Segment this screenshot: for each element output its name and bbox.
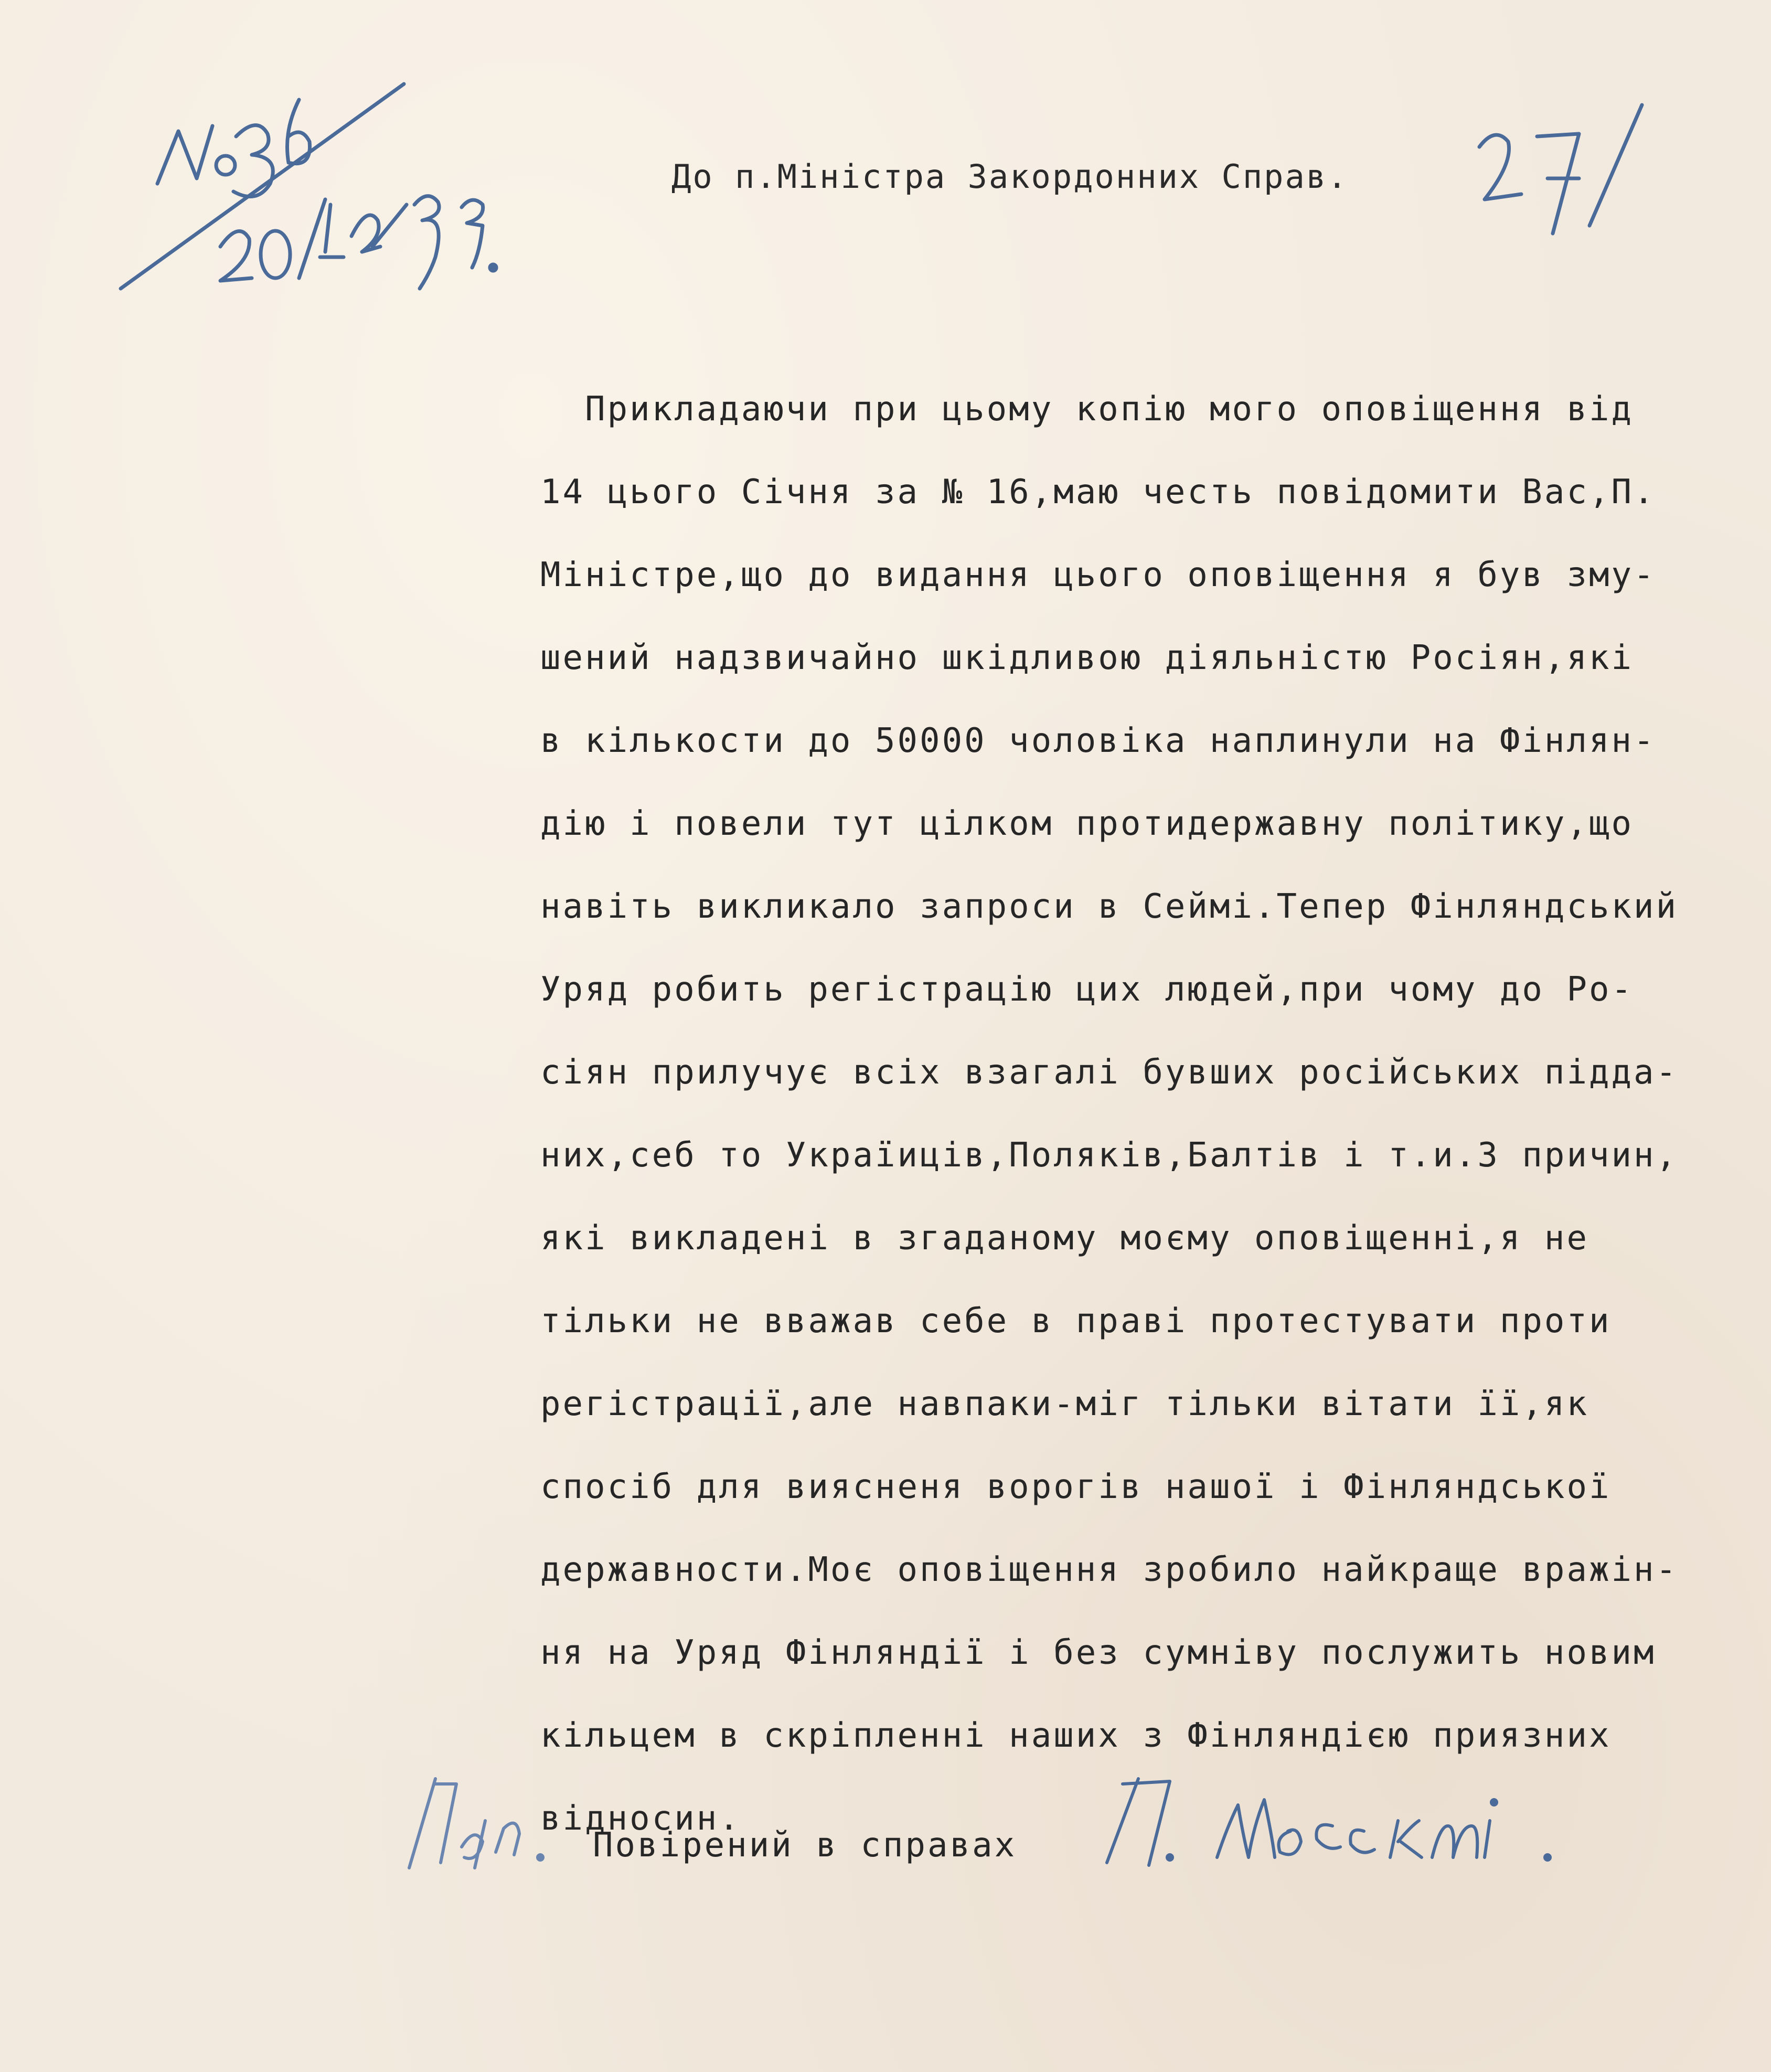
signature-handwritten [1091,1752,1563,1878]
body-line: тільки не вважав себе в праві протестувати проти [540,1302,1612,1341]
body-line: кільцем в скріпленні наших з Фінляндією приязних [540,1716,1612,1755]
closing-title: Повірений в справах [593,1826,1017,1865]
signature-note-handwritten [399,1763,556,1878]
letter-body [540,386,1747,1878]
body-line: спосіб для виясненя ворогів нашої і Фінляндської [540,1468,1612,1506]
body-line: шений надзвичайно шкідливою діяльністю Росіян,які [540,639,1634,677]
body-line: ня на Уряд Фінляндії і без сумніву послужить новим [540,1633,1656,1672]
body-line: навіть викликало запроси в Сеймі.Тепер Фінляндський [540,887,1679,926]
registration-note-handwritten [100,47,498,320]
body-line: які викладені в згаданому моєму оповіщенні,я не [540,1219,1589,1258]
body-line: 14 цього Січня за № 16,маю честь повідомити Вас,П. [540,473,1656,512]
body-line: сіян прилучує всіх взагалі бувших російських підда- [540,1053,1679,1092]
body-line: них,себ то Україиців,Поляків,Балтів і т.и.З причин, [540,1136,1679,1175]
body-line: регістрації,але навпаки-міг тільки вітати її,як [540,1385,1589,1423]
body-line: в кількости до 50000 чоловіка наплинули на Фінлян- [540,721,1656,760]
body-line: Уряд робить регістрацію цих людей,при чому до Ро- [540,970,1634,1009]
body-line: державности.Моє оповіщення зробило найкраще вражін- [540,1550,1679,1589]
body-line: дію і повели тут цілком протидержавну політику,що [540,804,1634,843]
recipient-heading: До п.Міністра Закордонних Справ. [671,157,1349,196]
body-line: відносин. [540,1799,741,1838]
page-mark-handwritten [1469,100,1658,257]
body-line: Прикладаючи при цьому копію мого оповіщення від [540,390,1634,429]
body-line: Міністре,що до видання цього оповіщення я був зму- [540,556,1656,594]
